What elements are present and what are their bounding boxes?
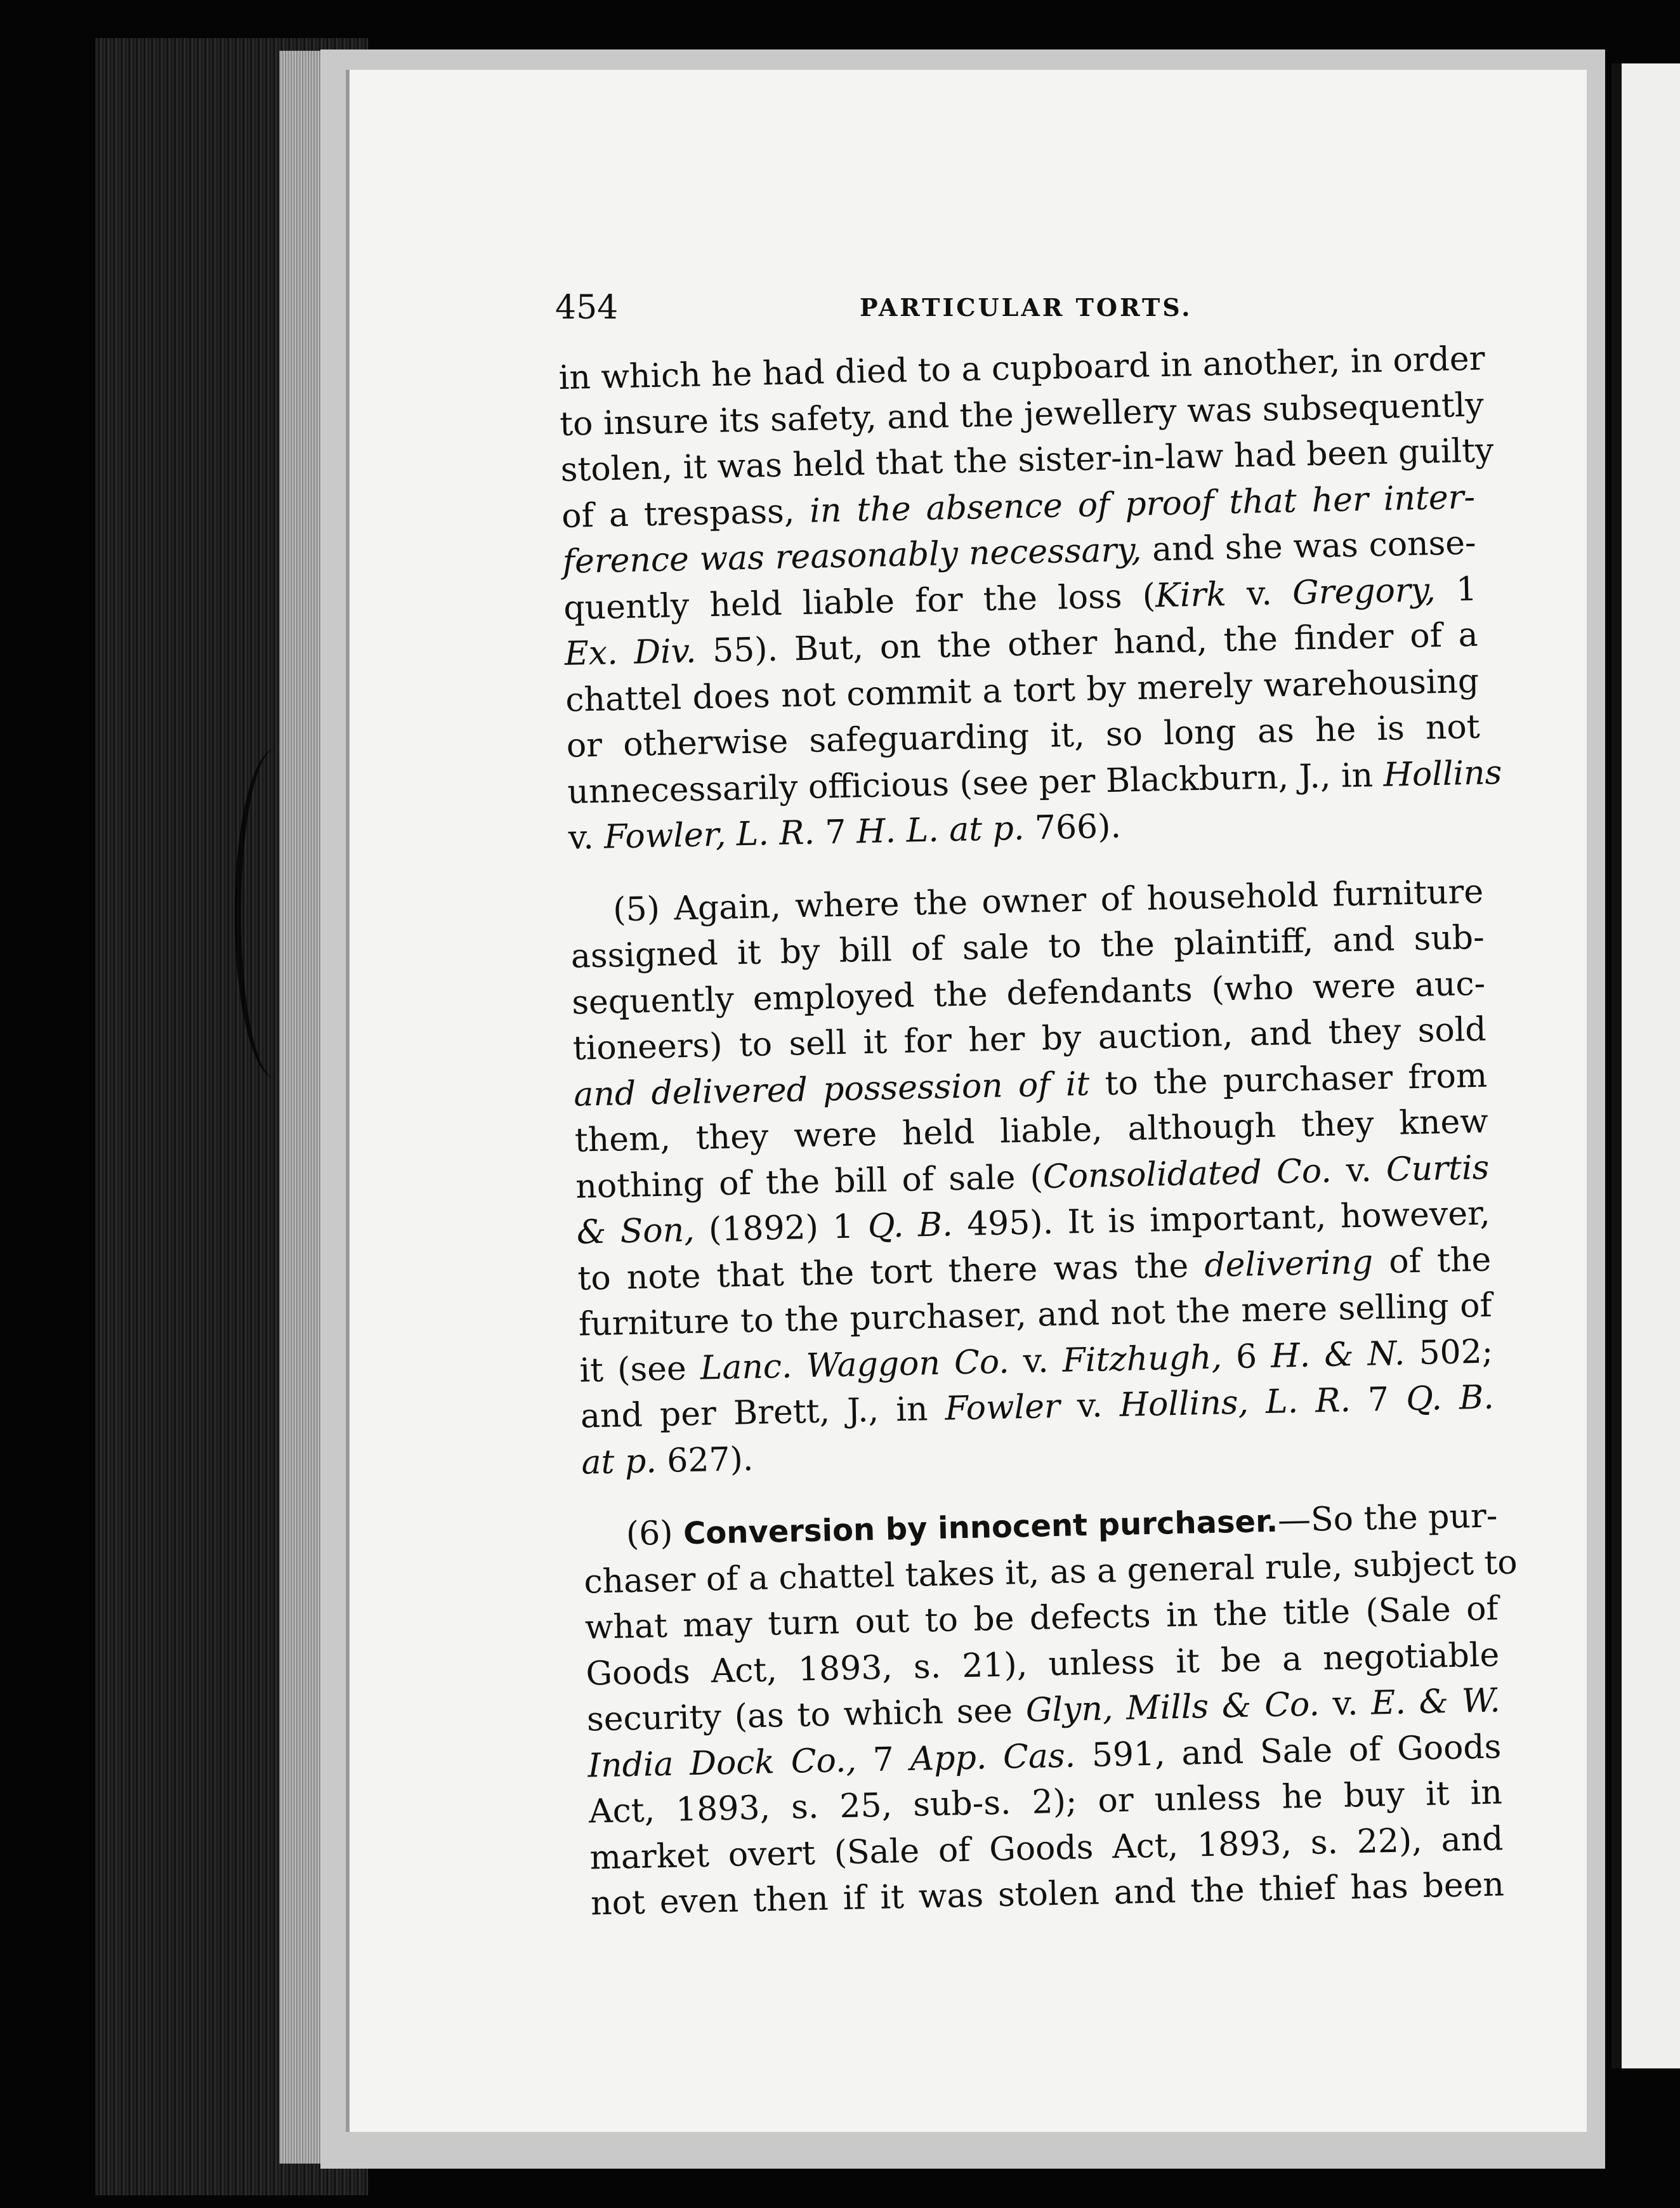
text-line: and per Brett, J., in Fowler v. Hollins, L. R. 7 Q. B.	[580, 1378, 1495, 1436]
paragraph-3	[582, 1493, 1518, 1927]
text-line: & Son, (1892) 1 Q. B. 495). It is important, however,	[576, 1194, 1491, 1252]
text-line: sequently employed the defendants (who were auc-	[571, 964, 1486, 1022]
text-line: quently held liable for the loss (Kirk v. Gregory, 1	[563, 570, 1478, 628]
running-title: PARTICULAR TORTS.	[860, 293, 1193, 322]
paragraph-1	[558, 336, 1502, 861]
facing-page-edge	[1611, 63, 1680, 2068]
text-line: assigned it by bill of sale to the plaintiff, and sub-	[570, 918, 1485, 976]
text-line: in which he had died to a cupboard in another, in order	[558, 339, 1486, 397]
text-line: and delivered possession of it to the purchaser from	[573, 1056, 1488, 1114]
text-line: Act, 1893, s. 25, sub-s. 2); or unless he buy it in	[588, 1773, 1503, 1831]
text-line: it (see Lanc. Waggon Co. v. Fitzhugh, 6 H. & N. 502;	[579, 1332, 1493, 1390]
text-line: Ex. Div. 55). But, on the other hand, the finder of a	[564, 615, 1479, 673]
text-line: at p. 627).	[581, 1440, 754, 1482]
text-line: not even then if it was stolen and the thief has been	[590, 1865, 1505, 1923]
text-line: of a trespass, in the absence of proof that her inter-	[561, 478, 1476, 536]
text-line: chaser of a chattel takes it, as a general rule, subject to	[583, 1543, 1518, 1601]
text-line: unnecessarily officious (see per Blackburn, J., in Hollins	[567, 753, 1502, 812]
text-line: or otherwise safeguarding it, so long as he is not	[566, 707, 1481, 765]
text-line: (6) Conversion by innocent purchaser.—So the pur-	[626, 1497, 1498, 1554]
text-line: India Dock Co., 7 App. Cas. 591, and Sale of Goods	[587, 1727, 1502, 1785]
binding-stamp-mark	[235, 749, 317, 1079]
body-text	[558, 336, 1518, 1927]
text-line: tioneers) to sell it for her by auction, and they sold	[572, 1010, 1487, 1068]
text-line: (5) Again, where the owner of household furniture	[612, 872, 1484, 929]
text-line: ference was reasonably necessary, and she was conse-	[562, 523, 1477, 581]
text-line: them, they were held liable, although they knew	[574, 1102, 1489, 1160]
text-line: Goods Act, 1893, s. 21), unless it be a negotiable	[585, 1635, 1500, 1693]
text-line: to note that the tort there was the delivering of the	[577, 1240, 1492, 1298]
section-heading: Conversion by innocent purchaser.	[683, 1503, 1278, 1552]
text-line: nothing of the bill of sale (Consolidated Co. v. Curtis	[575, 1148, 1490, 1206]
text-line: furniture to the purchaser, and not the mere selling of	[578, 1286, 1493, 1344]
text-line: chattel does not commit a tort by merely warehousing	[565, 662, 1480, 720]
text-line: market overt (Sale of Goods Act, 1893, s. 22), and	[589, 1819, 1504, 1877]
text-line: v. Fowler, L. R. 7 H. L. at p. 766).	[568, 807, 1122, 857]
running-head	[555, 286, 1456, 330]
text-line: what may turn out to be defects in the title (Sale of	[584, 1589, 1499, 1647]
paragraph-2	[570, 869, 1495, 1485]
text-line: stolen, it was held that the sister-in-law had been guilty	[560, 431, 1494, 489]
text-line: security (as to which see Glyn, Mills & Co. v. E. & W.	[586, 1681, 1501, 1739]
page-number: 454	[555, 289, 619, 327]
text-line: to insure its safety, and the jewellery was subsequently	[559, 385, 1485, 444]
